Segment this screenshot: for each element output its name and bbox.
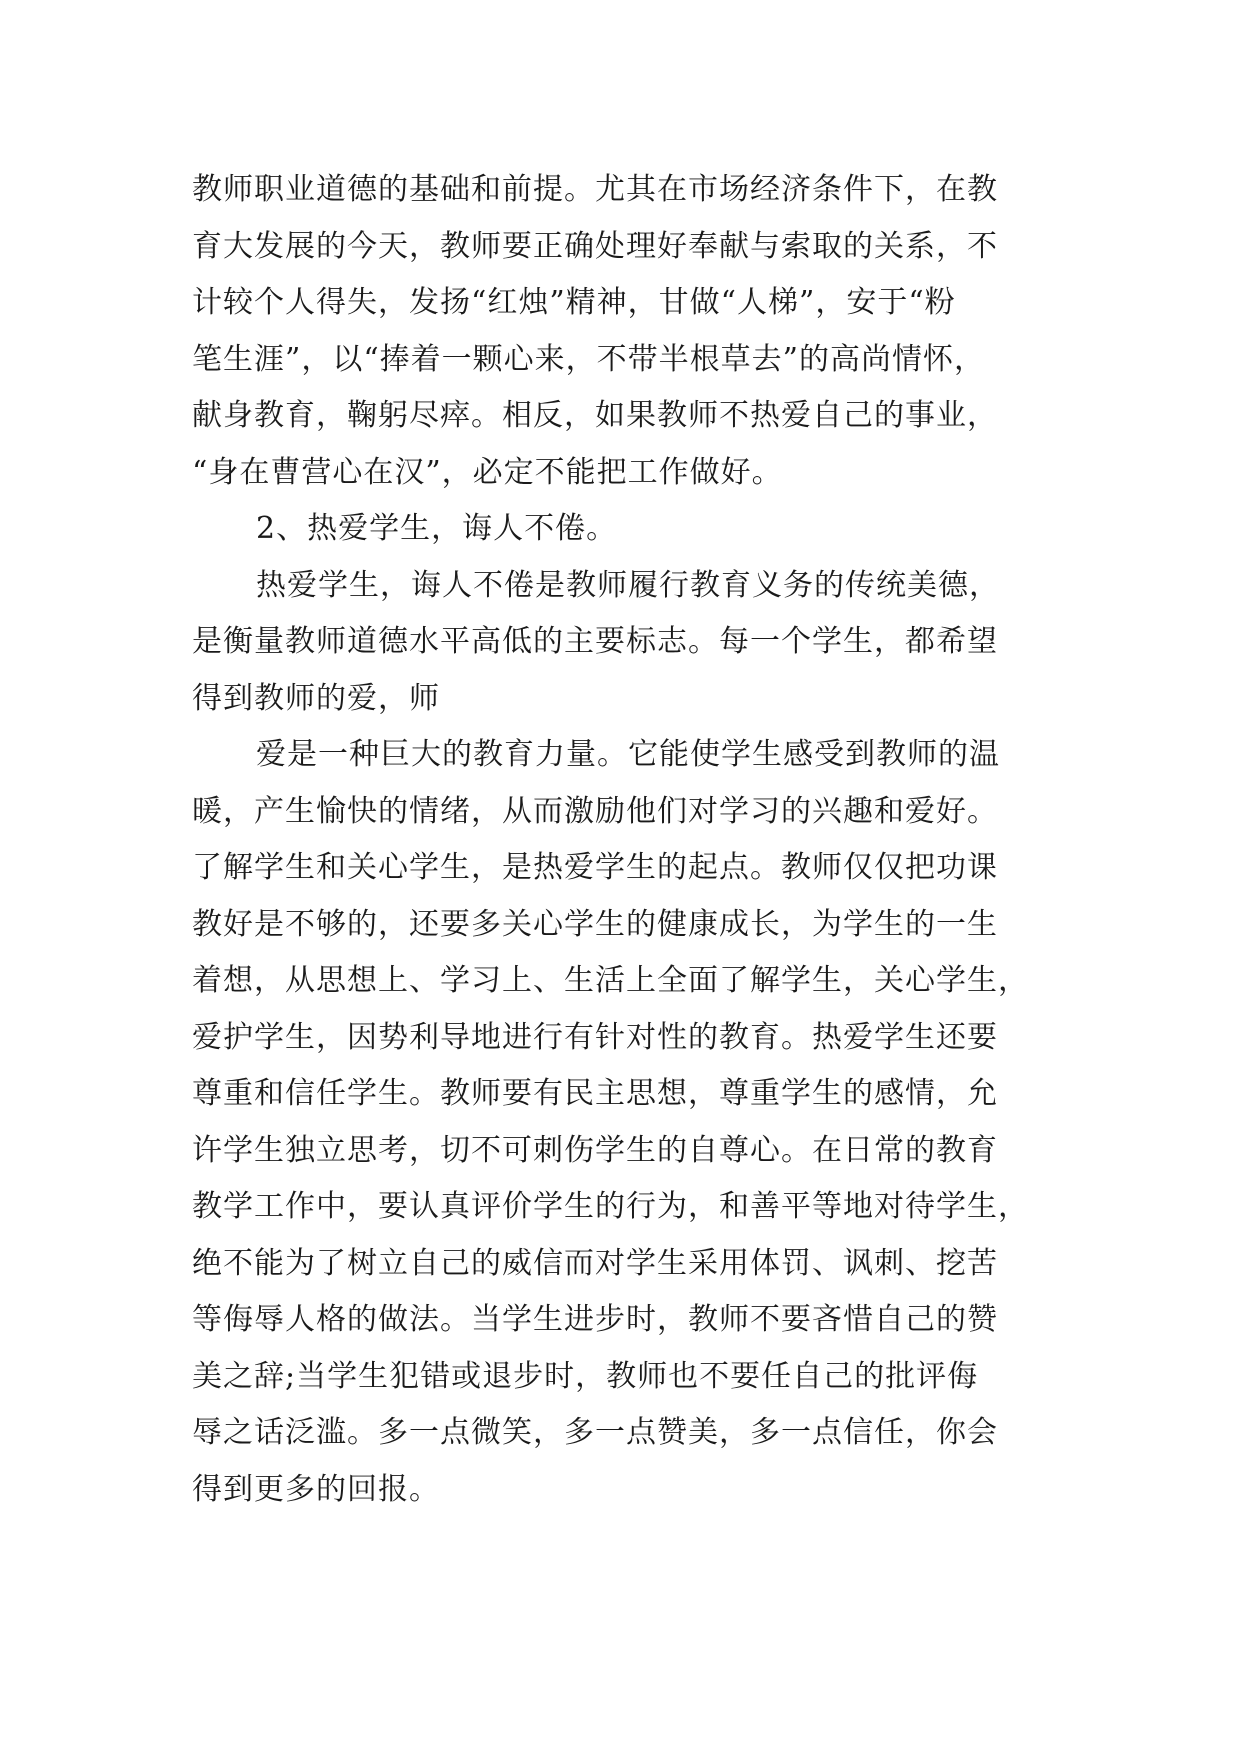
text-line: 计较个人得失，发扬“红烛”精神，甘做“人梯”，安于“粉 <box>192 285 956 320</box>
section-heading: 2、热爱学生，诲人不倦。 <box>256 511 618 546</box>
text-line: 暖，产生愉快的情绪，从而激励他们对学习的兴趣和爱好。 <box>192 793 998 829</box>
text-line: 笔生涯”，以“捧着一颗心来，不带半根草去”的高尚情怀， <box>192 341 986 377</box>
text-line: 教好是不够的，还要多关心学生的健康成长，为学生的一生 <box>192 906 998 942</box>
text-line: 爱是一种巨大的教育力量。它能使学生感受到教师的温 <box>256 737 1000 772</box>
text-line: 尊重和信任学生。教师要有民主思想，尊重学生的感情，允 <box>192 1076 998 1111</box>
text-line: 绝不能为了树立自己的威信而对学生采用体罚、讽刺、挖苦 <box>192 1245 998 1281</box>
text-line: “身在曹营心在汉”，必定不能把工作做好。 <box>192 454 783 490</box>
body-text <box>192 162 1072 1518</box>
text-line: 献身教育，鞠躬尽瘁。相反，如果教师不热爱自己的事业， <box>192 398 998 433</box>
text-line: 教学工作中，要认真评价学生的行为，和善平等地对待学生， <box>192 1189 1029 1224</box>
text-line: 热爱学生，诲人不倦是教师履行教育义务的传统美德， <box>256 567 1000 603</box>
text-line: 是衡量教师道德水平高低的主要标志。每一个学生，都希望 <box>192 624 998 659</box>
text-line: 教师职业道德的基础和前提。尤其在市场经济条件下，在教 <box>192 172 998 207</box>
text-line: 了解学生和关心学生，是热爱学生的起点。教师仅仅把功课 <box>192 850 998 885</box>
text-line: 得到教师的爱，师 <box>192 680 440 716</box>
text-line: 美之辞;当学生犯错或退步时，教师也不要任自己的批评侮 <box>192 1358 979 1394</box>
text-line: 得到更多的回报。 <box>192 1471 440 1507</box>
text-line: 着想，从思想上、学习上、生活上全面了解学生，关心学生， <box>192 963 1029 998</box>
text-line: 辱之话泛滥。多一点微笑，多一点赞美，多一点信任，你会 <box>192 1415 998 1450</box>
text-line: 爱护学生，因势利导地进行有针对性的教育。热爱学生还要 <box>192 1019 998 1055</box>
text-line: 许学生独立思考，切不可刺伤学生的自尊心。在日常的教育 <box>192 1132 998 1168</box>
text-line: 等侮辱人格的做法。当学生进步时，教师不要吝惜自己的赞 <box>192 1302 998 1337</box>
text-line: 育大发展的今天，教师要正确处理好奉献与索取的关系，不 <box>192 228 998 264</box>
